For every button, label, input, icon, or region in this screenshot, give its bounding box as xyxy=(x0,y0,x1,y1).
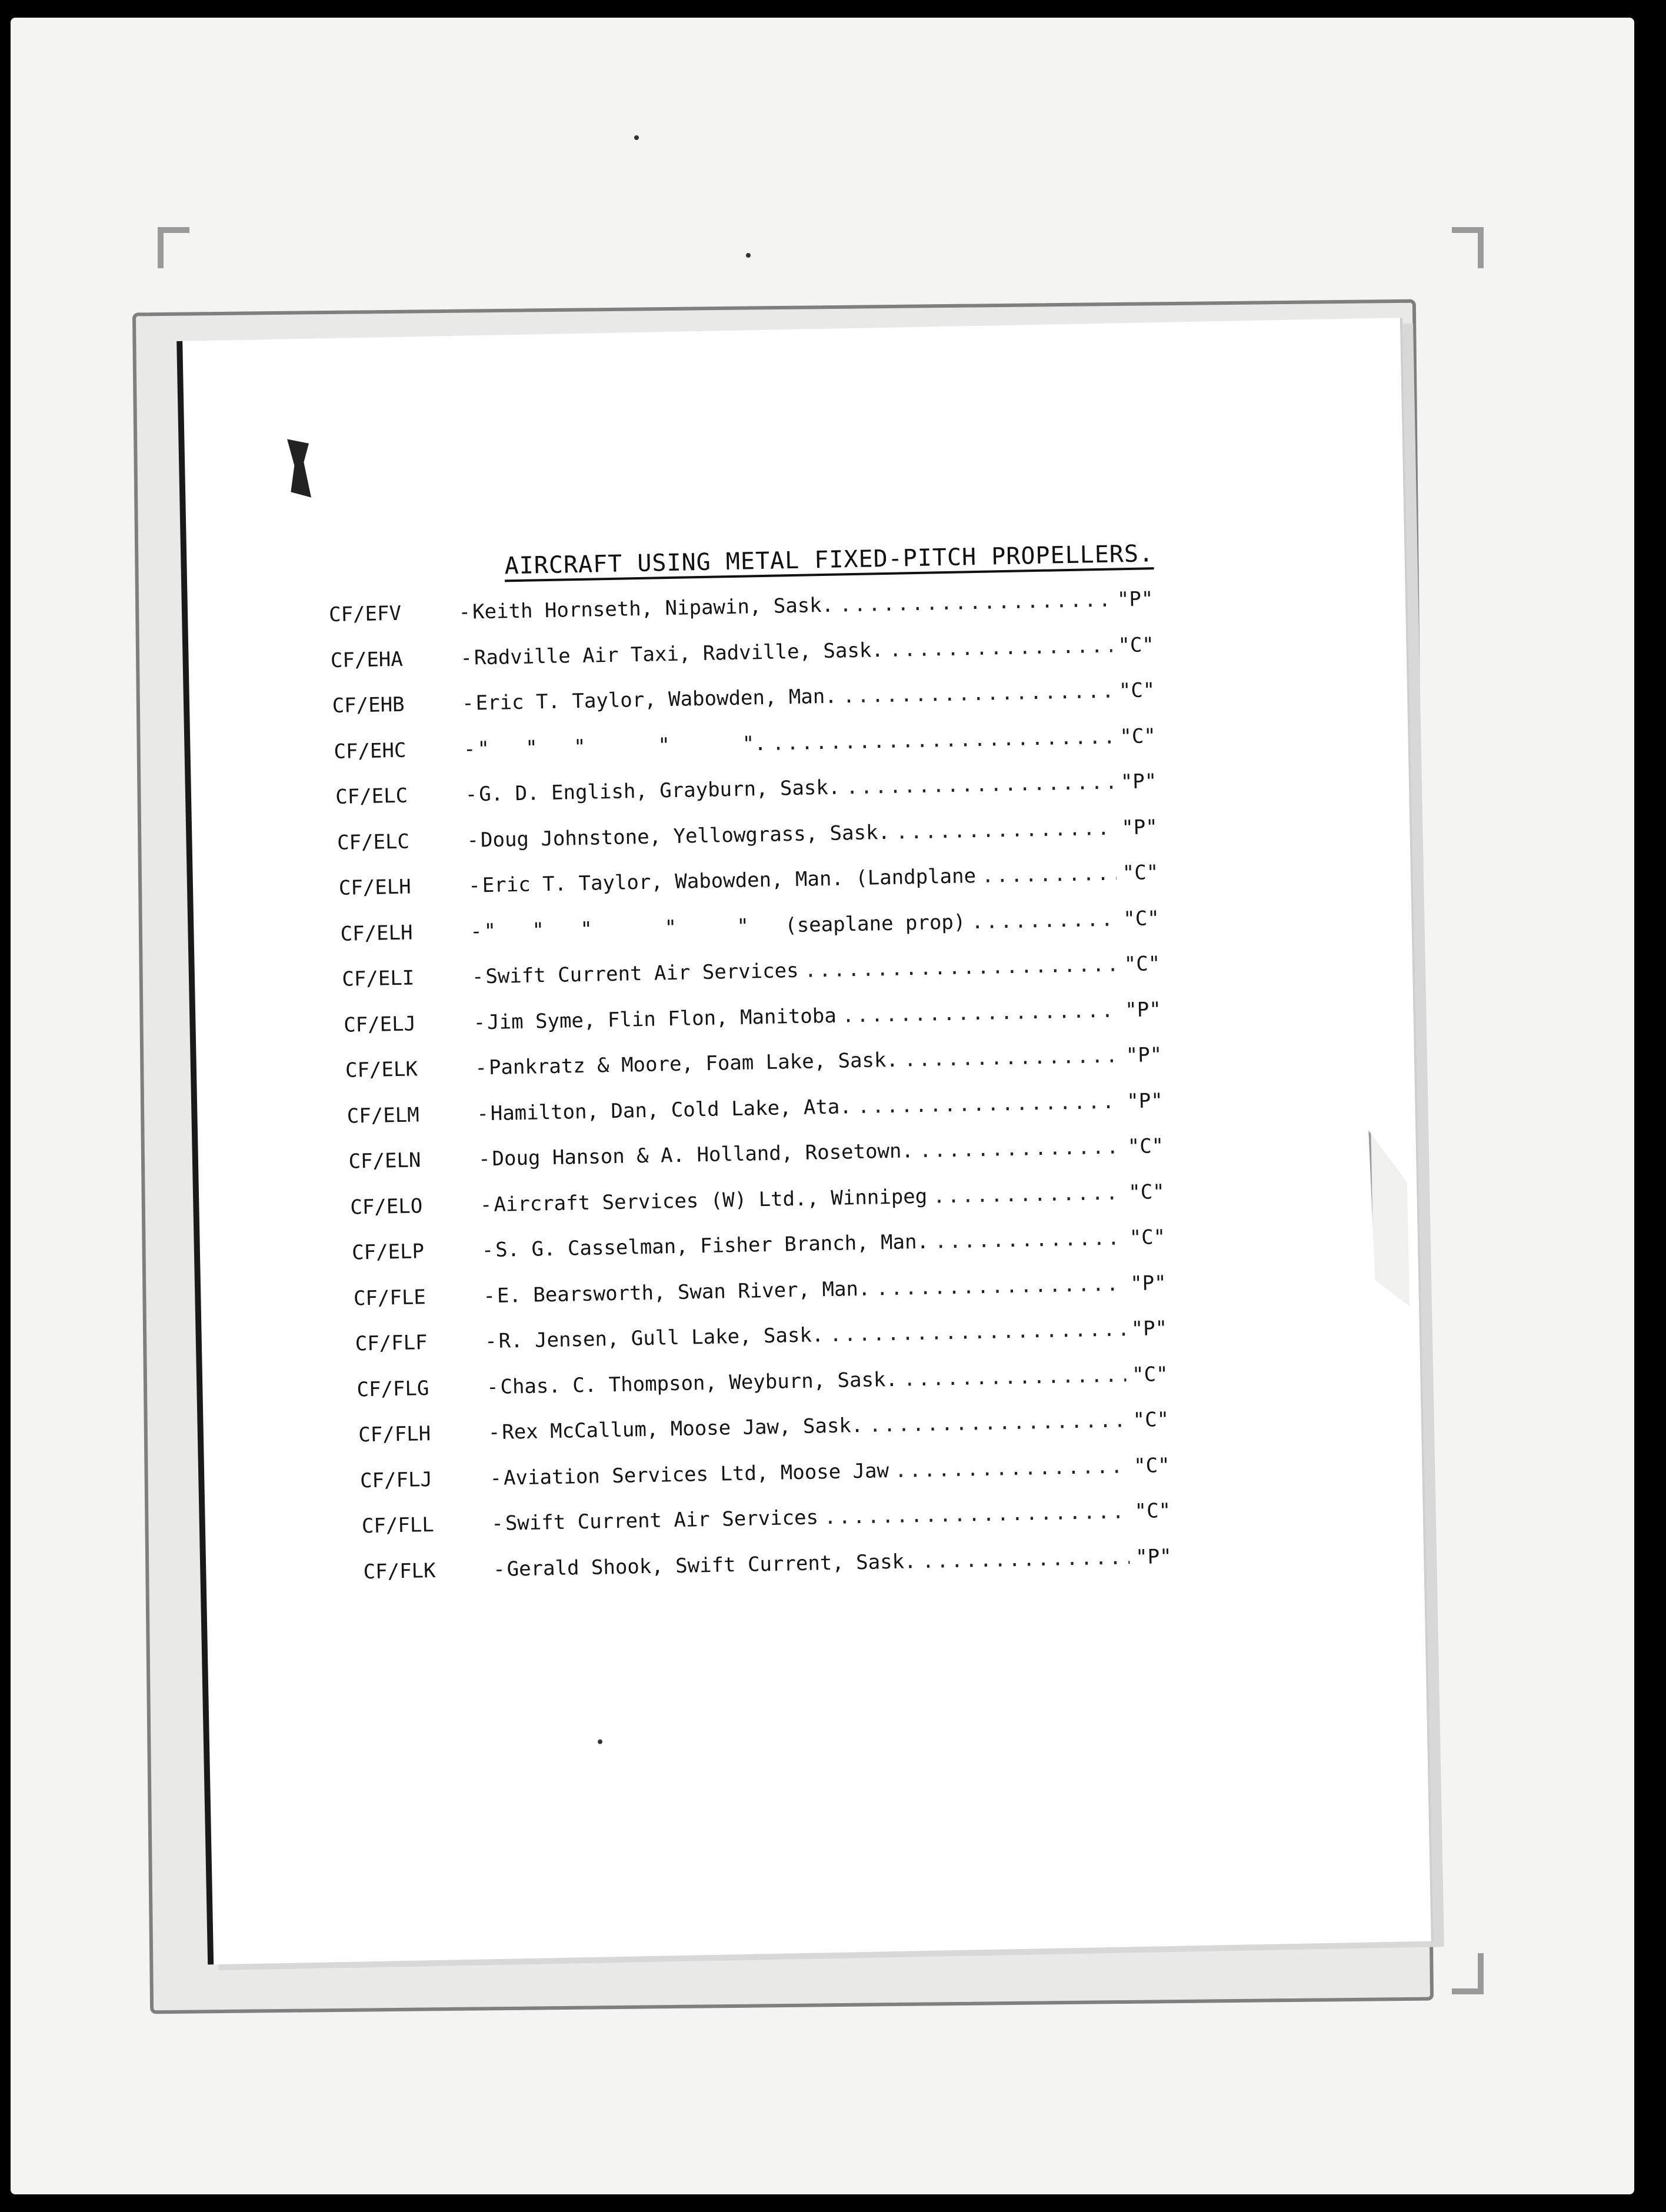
registration-text: CF/FLH xyxy=(358,1422,431,1447)
dash-separator: - xyxy=(448,645,485,670)
dot-leader xyxy=(922,1545,1129,1573)
dash-separator: - xyxy=(466,1147,503,1171)
dash-separator: - xyxy=(469,1238,506,1262)
registration-text: CF/ELH xyxy=(340,920,413,946)
dot-leader xyxy=(876,1272,1125,1300)
registration-text: CF/FLL xyxy=(361,1513,435,1538)
dot-leader xyxy=(839,588,1112,617)
dot-leader xyxy=(889,634,1112,661)
owner-text: R. Jensen, Gull Lake, Sask. xyxy=(498,1323,824,1353)
category-text: "P" xyxy=(1131,1316,1168,1341)
owner-text: Radville Air Taxi, Radville, Sask. xyxy=(474,638,884,669)
category-text: "P" xyxy=(1126,1088,1164,1113)
dot-leader xyxy=(846,771,1115,799)
dot-leader xyxy=(904,1363,1127,1391)
category-text: "P" xyxy=(1117,587,1154,612)
category-text: "P" xyxy=(1129,1271,1167,1295)
dash-separator: - xyxy=(479,1511,516,1536)
registration-text: CF/ELM xyxy=(346,1102,420,1128)
dash-separator: - xyxy=(454,828,491,852)
dash-separator: - xyxy=(467,1192,505,1217)
registration-text: CF/FLJ xyxy=(359,1467,433,1493)
owner-text: Swift Current Air Services xyxy=(485,958,799,989)
category-text: "C" xyxy=(1122,906,1160,931)
crop-mark-bottom-right xyxy=(1452,1953,1484,1994)
owner-text: Hamilton, Dan, Cold Lake, Ata. xyxy=(490,1094,852,1125)
category-text: "C" xyxy=(1132,1407,1169,1433)
owner-text: Pankratz & Moore, Foam Lake, Sask. xyxy=(488,1048,899,1080)
dash-separator: - xyxy=(462,1055,499,1080)
category-text: "C" xyxy=(1133,1453,1170,1478)
dash-separator: - xyxy=(459,964,497,989)
torn-corner xyxy=(284,439,312,498)
owner-text: Swift Current Air Services xyxy=(505,1505,819,1535)
owner-text: Doug Johnstone, Yellowgrass, Sask. xyxy=(480,820,891,852)
category-text: "C" xyxy=(1119,724,1157,748)
dust-speck xyxy=(598,1740,602,1744)
category-text: "C" xyxy=(1128,1180,1165,1204)
category-text: "P" xyxy=(1120,769,1157,794)
dash-separator: - xyxy=(461,1010,498,1035)
dot-leader xyxy=(824,1500,1129,1529)
dust-speck xyxy=(634,135,639,140)
dash-separator: - xyxy=(477,1465,514,1491)
owner-text: Keith Hornseth, Nipawin, Sask. xyxy=(472,593,834,624)
dot-leader xyxy=(971,907,1118,934)
registration-text: CF/ELH xyxy=(338,875,412,900)
registration-text: CF/ELC xyxy=(335,784,408,809)
category-text: "C" xyxy=(1129,1225,1166,1250)
dash-separator: - xyxy=(446,600,483,625)
dash-separator: - xyxy=(449,691,487,716)
category-text: "C" xyxy=(1118,678,1155,703)
registration-text: CF/ELO xyxy=(350,1194,423,1220)
registration-text: CF/ELN xyxy=(348,1148,421,1174)
document-title: AIRCRAFT USING METAL FIXED-PITCH PROPELLERS. xyxy=(504,540,1154,580)
registration-text: CF/ELC xyxy=(336,830,410,855)
owner-text: Eric T. Taylor, Wabowden, Man. (Landplane xyxy=(482,864,977,898)
crop-mark-top-right xyxy=(1452,227,1484,268)
owner-text: S. G. Casselman, Fisher Branch, Man. xyxy=(495,1230,929,1262)
category-text: "P" xyxy=(1135,1544,1172,1569)
owner-text: Doug Hanson & A. Holland, Rosetown. xyxy=(492,1139,914,1171)
category-text: "P" xyxy=(1124,997,1162,1022)
dash-separator: - xyxy=(452,782,490,807)
registration-text: CF/ELI xyxy=(342,966,415,991)
dot-leader xyxy=(904,1044,1120,1071)
category-text: "C" xyxy=(1124,952,1161,977)
registration-text: CF/EHC xyxy=(334,738,406,764)
category-text: "C" xyxy=(1118,632,1155,657)
dot-leader xyxy=(869,1408,1127,1437)
dot-leader xyxy=(933,1181,1123,1208)
dash-separator: - xyxy=(475,1420,513,1445)
registration-text: CF/ELP xyxy=(351,1240,425,1265)
page-fold xyxy=(1368,1130,1410,1307)
registration-text: CF/EHB xyxy=(332,692,405,718)
dash-separator: - xyxy=(464,1101,501,1126)
dot-leader xyxy=(896,816,1116,844)
dash-separator: - xyxy=(471,1284,508,1308)
owner-text: Gerald Shook, Swift Current, Sask. xyxy=(507,1549,917,1581)
dash-separator: - xyxy=(451,737,488,761)
owner-text: Aircraft Services (W) Ltd., Winnipeg xyxy=(493,1184,928,1217)
owner-text: Aviation Services Ltd, Moose Jaw xyxy=(503,1458,889,1490)
registration-text: CF/FLK xyxy=(363,1558,436,1584)
category-text: "P" xyxy=(1121,815,1158,840)
dot-leader xyxy=(982,862,1117,888)
dust-speck xyxy=(746,253,751,258)
owner-text: " " " " ". xyxy=(477,731,767,761)
dot-leader xyxy=(935,1226,1124,1253)
category-text: "C" xyxy=(1134,1498,1171,1524)
dot-leader xyxy=(842,998,1119,1027)
registration-text: CF/EFV xyxy=(328,601,402,627)
owner-text: E. Bearsworth, Swan River, Man. xyxy=(497,1277,871,1308)
document-page xyxy=(176,318,1434,1964)
dash-separator: - xyxy=(472,1329,509,1354)
dot-leader xyxy=(842,679,1113,708)
registration-text: CF/FLF xyxy=(355,1331,428,1356)
dash-separator: - xyxy=(481,1557,518,1581)
dash-separator: - xyxy=(456,873,493,898)
category-text: "C" xyxy=(1127,1134,1164,1159)
category-text: "C" xyxy=(1122,861,1159,885)
owner-text: Rex McCallum, Moose Jaw, Sask. xyxy=(501,1413,864,1444)
owner-text: Eric T. Taylor, Wabowden, Man. xyxy=(475,684,838,715)
crop-mark-top-left xyxy=(158,227,189,268)
aircraft-list xyxy=(329,587,1171,1606)
dash-separator: - xyxy=(474,1374,511,1400)
dot-leader xyxy=(895,1454,1128,1483)
registration-text: CF/FLE xyxy=(353,1285,427,1311)
category-text: "C" xyxy=(1131,1362,1169,1387)
dot-leader xyxy=(829,1317,1125,1347)
registration-text: CF/ELJ xyxy=(343,1011,416,1037)
owner-text: " " " " " (seaplane prop) xyxy=(484,910,966,943)
dot-leader xyxy=(857,1090,1121,1118)
dash-separator: - xyxy=(458,919,495,944)
registration-text: CF/EHA xyxy=(330,647,404,672)
owner-text: G. D. English, Grayburn, Sask. xyxy=(478,775,841,807)
category-text: "P" xyxy=(1125,1043,1162,1068)
owner-text: Chas. C. Thompson, Weyburn, Sask. xyxy=(500,1367,898,1399)
owner-text: Jim Syme, Flin Flon, Manitoba xyxy=(487,1004,837,1034)
dot-leader xyxy=(919,1135,1122,1162)
registration-text: CF/FLG xyxy=(356,1376,429,1401)
registration-text: CF/ELK xyxy=(345,1057,418,1082)
